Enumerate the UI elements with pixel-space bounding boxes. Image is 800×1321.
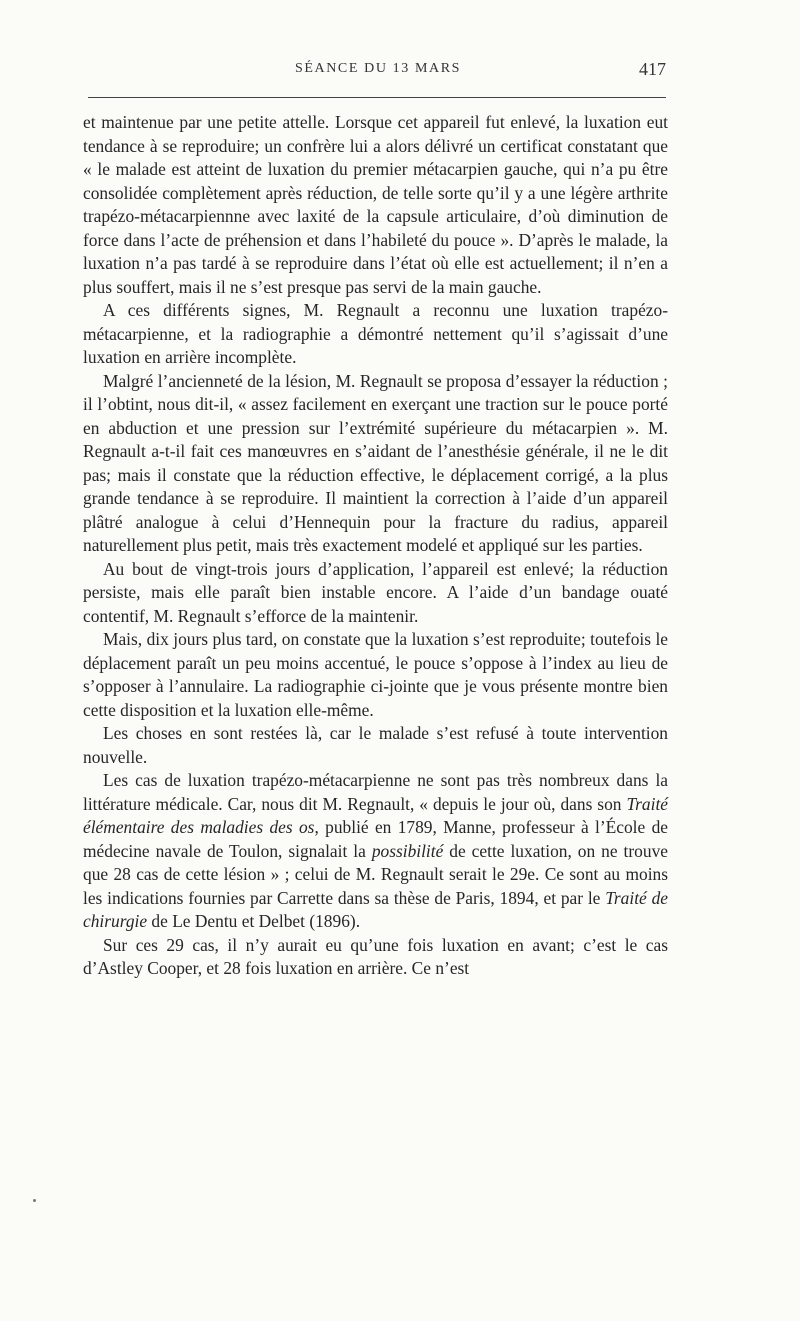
paragraph-text: , publié en 1789, Manne, professeur à l’École de médecine navale de Toulon, signalait la bbox=[83, 817, 668, 861]
paragraph bbox=[83, 934, 668, 981]
running-head: SÉANCE DU 13 MARS bbox=[294, 61, 462, 76]
paragraph-text: Mais, dix jours plus tard, on constate que la luxation s’est reproduite; toutefois le déplacement paraît un peu moins accentué, le pouce s’oppose à l’index au lieu de s’opposer à l’annulaire. La radiographie ci-jointe que je vous présente montre bien cette disposition et la luxation elle-même. bbox=[83, 629, 668, 720]
paragraph-text: de Le Dentu et Delbet (1896). bbox=[147, 911, 361, 931]
paragraph bbox=[83, 558, 668, 629]
paragraph bbox=[83, 299, 668, 370]
paragraph-text: Sur ces 29 cas, il n’y aurait eu qu’une fois luxation en avant; c’est le cas d’Astley Cooper, et 28 fois luxation en arrière. Ce n’est bbox=[83, 934, 668, 978]
paragraph-text: A ces différents signes, M. Regnault a reconnu une luxation trapézo-métacarpienne, et la radiographie a démontré nettement qu’il s’agissait d’une luxation en arrière incomplète. bbox=[83, 300, 668, 367]
paragraph-text: Les cas de luxation trapézo-métacarpienne ne sont pas très nombreux dans la littérature médicale. Car, nous dit M. Regnault, « depuis le jour où, dans son bbox=[83, 770, 668, 814]
header-rule bbox=[88, 97, 666, 98]
paragraph-text: et maintenue par une petite attelle. Lorsque cet appareil fut enlevé, la luxation eut tendance à se reproduire; un confrère lui a alors délivré un certificat constatant que « le malade est atteint de luxation du premier métacarpien gauche, qui n’a pu être consolidée complètement après réduction, de telle sorte qu’il y a une légère arthrite trapézo-métacarpiennne avec laxité de la capsule articulaire, d’où diminution de force dans l’acte de préhension et dans l’habileté du pouce ». D’après le malade, la luxation n’a pas tardé à se reproduire dans l’état où elle est actuellement; il n’en a plus souffert, mais il ne s’est presque pas servi de la main gauche. bbox=[83, 112, 668, 297]
page-number: 417 bbox=[639, 59, 666, 79]
paragraph-text: Malgré l’ancienneté de la lésion, M. Regnault se proposa d’essayer la réduction ; il l’obtint, nous dit-il, « assez facilement en exerçant une traction sur le pouce porté en abduction et une pression sur l’extrémité supérieure du métacarpien ». M. Regnault a-t-il fait ces manœuvres en s’aidant de l’anesthésie générale, il ne le dit pas; mais il constate que la réduction effective, le déplacement corrigé, a la plus grande tendance à se reproduire. Il maintient la correction à l’aide d’un appareil plâtré analogue à celui d’Hennequin pour la fracture du radius, appareil naturellement plus petit, mais très exactement modelé et appliqué sur les parties. bbox=[83, 370, 668, 555]
margin-speck bbox=[33, 1199, 36, 1202]
page-header bbox=[88, 61, 668, 83]
book-title: Traité de chirurgie bbox=[83, 887, 668, 931]
paragraph bbox=[83, 722, 668, 769]
emphasis: possibilité bbox=[371, 840, 444, 861]
paragraph bbox=[83, 111, 668, 299]
book-title: Traité élémentaire des maladies des os bbox=[83, 793, 668, 837]
paragraph-text: Les choses en sont restées là, car le malade s’est refusé à toute intervention nouvelle. bbox=[83, 723, 668, 767]
paragraph bbox=[83, 370, 668, 558]
paragraph-text: Au bout de vingt-trois jours d’application, l’appareil est enlevé; la réduction persiste, mais elle paraît bien instable encore. A l’aide d’un bandage ouaté contentif, M. Regnault s’efforce de la maintenir. bbox=[83, 558, 668, 626]
paragraph bbox=[83, 628, 668, 722]
paragraph-text: de cette luxation, on ne trouve que 28 cas de cette lésion » ; celui de M. Regnault serait le 29e. Ce sont au moins les indications fournies par Carrette dans sa thèse de Paris, 1894, et par le bbox=[83, 840, 668, 908]
body-text bbox=[83, 111, 668, 981]
paragraph bbox=[83, 769, 668, 934]
